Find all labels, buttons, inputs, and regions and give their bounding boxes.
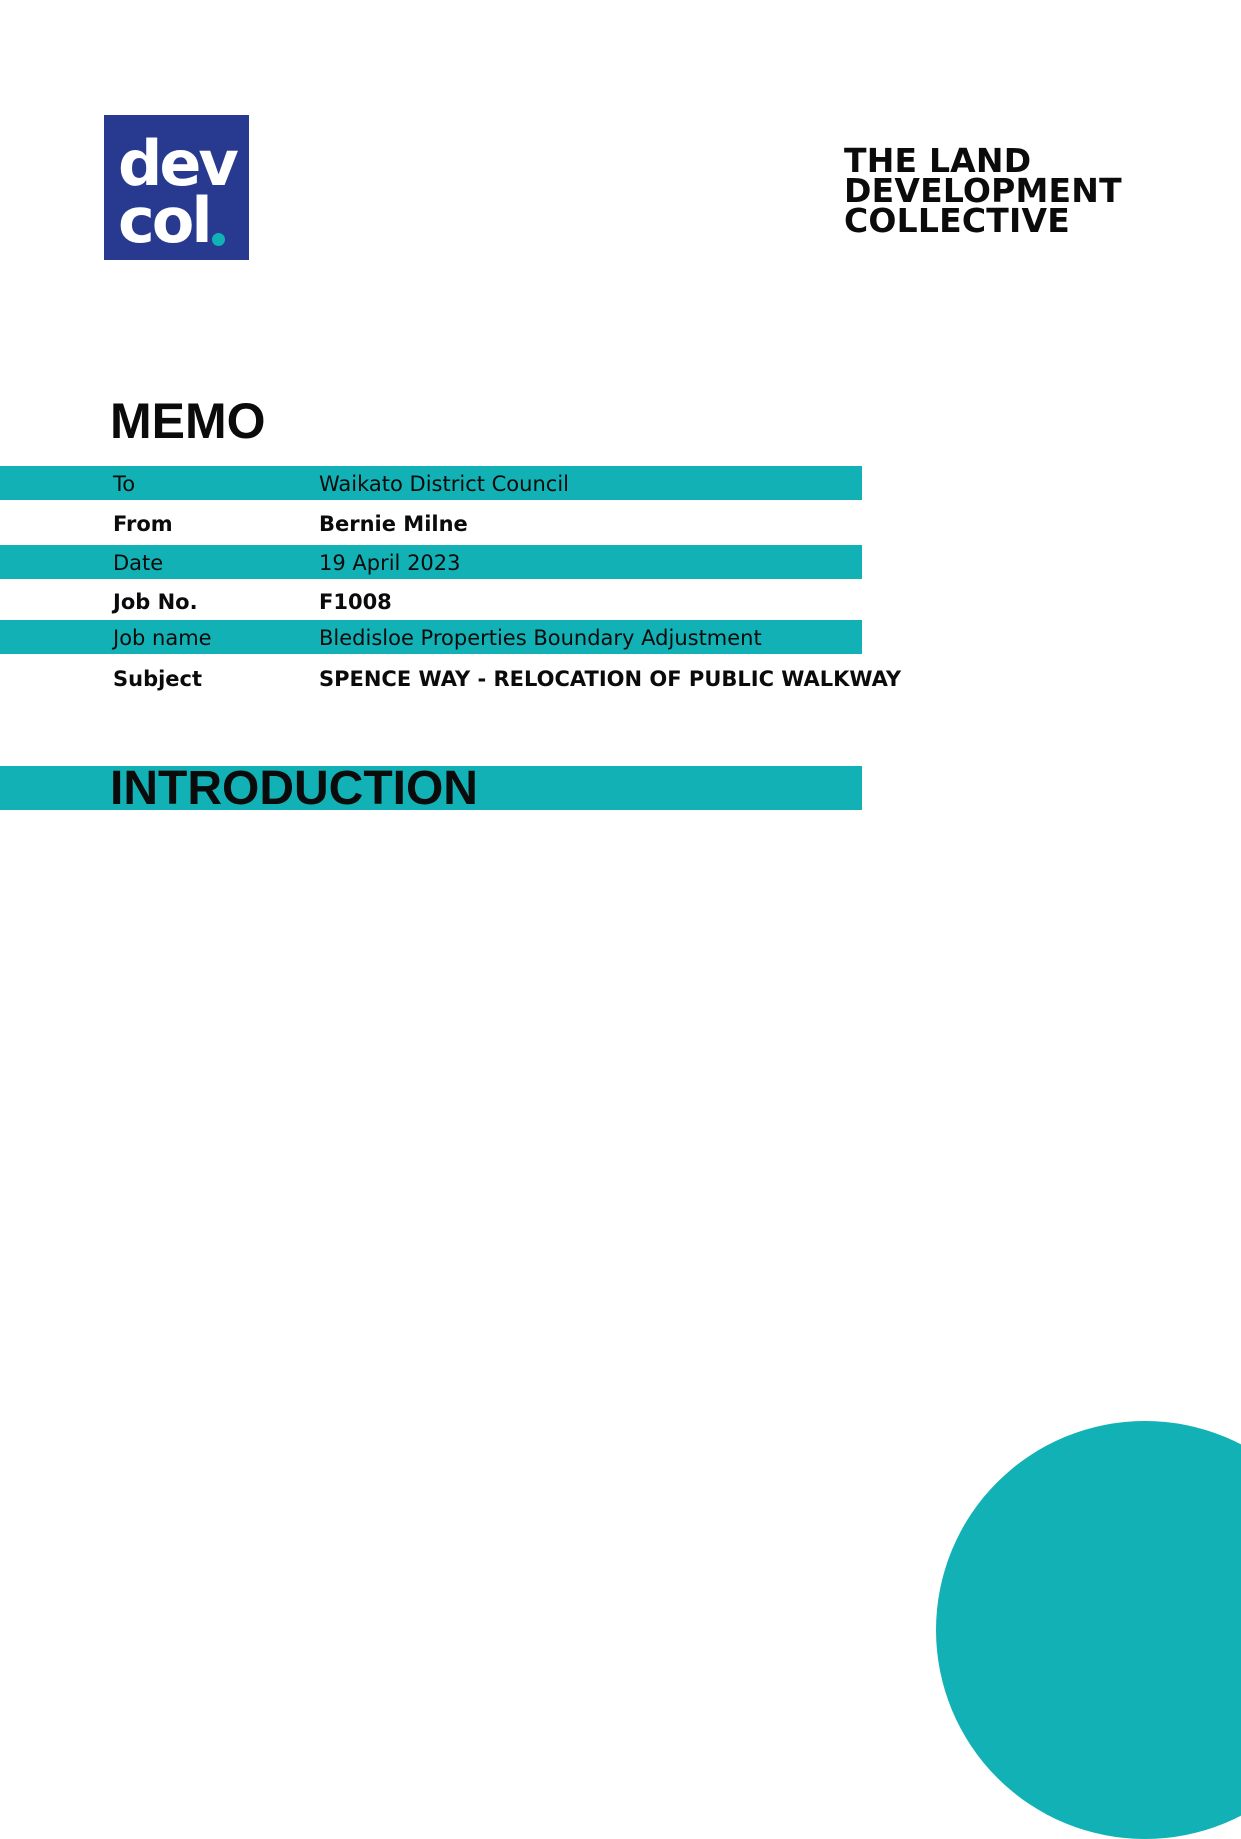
- company-name-line: THE LAND: [844, 141, 1032, 180]
- row-value: Bernie Milne: [319, 512, 468, 536]
- row-value: SPENCE WAY - RELOCATION OF PUBLIC WALKWAY: [319, 667, 902, 691]
- row-value: F1008: [319, 590, 392, 614]
- company-name-line: DEVELOPMENT: [844, 171, 1122, 210]
- section-title: INTRODUCTION: [110, 762, 478, 815]
- logo-dot: [212, 233, 225, 246]
- section-heading-band: [0, 762, 862, 815]
- memo-row-subject: [0, 661, 902, 695]
- row-value: Waikato District Council: [319, 472, 569, 496]
- row-label: Subject: [113, 667, 203, 691]
- logo-text-col: col: [118, 184, 210, 257]
- row-value: 19 April 2023: [319, 551, 461, 575]
- row-label: Job name: [113, 626, 212, 650]
- memo-row-date: [0, 545, 862, 579]
- logo-text-dev: dev: [118, 127, 236, 200]
- memo-row-job-no: [0, 584, 862, 618]
- company-name-line: COLLECTIVE: [844, 201, 1070, 240]
- row-label: From: [113, 512, 173, 536]
- memo-title: MEMO: [110, 393, 266, 449]
- row-label: Job No.: [113, 590, 198, 614]
- memo-row-to: [0, 466, 862, 500]
- decorative-circle: [936, 1421, 1241, 1839]
- devcol-logo: [104, 115, 249, 260]
- memo-row-from: [0, 506, 862, 540]
- memo-row-job-name: [0, 620, 862, 654]
- row-value: Bledisloe Properties Boundary Adjustment: [319, 626, 762, 650]
- row-label: Date: [113, 551, 164, 575]
- row-label: To: [113, 472, 136, 496]
- company-name: [844, 141, 1122, 240]
